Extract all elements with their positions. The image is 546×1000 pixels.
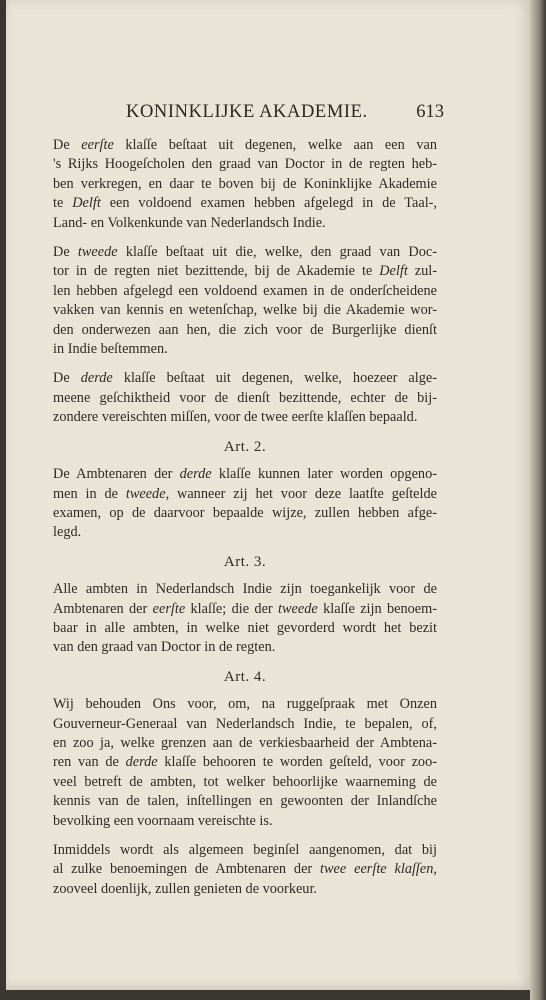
text-line: in Indie beſtemmen. xyxy=(53,341,168,358)
paragraph xyxy=(53,580,437,658)
text-line: De Ambtenaren der derde klaſſe kunnen later worden opgeno- xyxy=(53,466,437,483)
text-line: den onderwezen aan hen, die zich voor de Burgerlijke dienſt xyxy=(53,321,437,338)
text-line: al zulke benoemingen de Ambtenaren der twee eerſte klaſſen, xyxy=(53,861,437,878)
text-line: zondere vereischten miſſen, voor de twee eerſte klaſſen bepaald. xyxy=(53,409,418,426)
text-line: baar in alle ambten, in welke niet gevorderd wordt het bezit xyxy=(53,619,437,636)
paragraph xyxy=(53,243,437,359)
italic-term: eerſte xyxy=(152,600,186,617)
italic-term: Delft xyxy=(72,195,101,212)
paragraph xyxy=(53,136,437,233)
text-line: te Delft een voldoend examen hebben afgelegd in de Taal-, xyxy=(53,195,437,212)
article-heading: Art. 2. xyxy=(223,438,267,455)
italic-term: tweede xyxy=(125,485,166,502)
italic-term: derde xyxy=(80,370,113,387)
text-line: De derde klaſſe beſtaat uit degenen, welke, hoezeer alge- xyxy=(53,370,438,387)
article-heading: Art. 3. xyxy=(223,553,267,570)
text-line: bevolking een voornaam vereischte is. xyxy=(53,812,273,829)
text-line: De eerſte klaſſe beſtaat uit degenen, welke aan een van xyxy=(53,137,437,153)
article-heading: Art. 4. xyxy=(223,668,267,685)
text-line: Wij behouden Ons voor, om, na ruggeſpraak met Onzen xyxy=(53,696,437,713)
text-line: ben verkregen, en daar te boven bij de Koninklijke Akademie xyxy=(53,175,437,192)
text-line: ren van de derde klaſſe behooren te worden geſteld, voor zoo- xyxy=(53,754,437,771)
text-line: len hebben afgelegd een voldoend examen in de onderſcheidene xyxy=(53,282,437,299)
page-header xyxy=(114,102,444,128)
text-line: van den graad van Doctor in de regten. xyxy=(53,639,276,656)
italic-term: tweede xyxy=(278,600,318,617)
text-line: Ambtenaren der eerſte klaſſe; die der tweede klaſſe zijn benoem- xyxy=(53,600,437,617)
italic-term: twee eerſte klaſſen xyxy=(320,861,434,878)
text-line: en zoo ja, welke grenzen aan de verkiesbaarheid der Ambtena- xyxy=(53,734,437,751)
italic-term: derde xyxy=(125,754,158,771)
text-line: De tweede klaſſe beſtaat uit die, welke, den graad van Doc- xyxy=(53,244,437,261)
text-line: tor in de regten niet bezittende, bij de Akademie te Delft zul- xyxy=(53,263,437,280)
text-line: Gouverneur-Generaal van Nederlandsch Indie, te bepalen, of, xyxy=(53,715,437,732)
italic-term: tweede xyxy=(77,244,118,261)
italic-term: eerſte xyxy=(81,137,114,153)
text-line: legd. xyxy=(53,524,82,541)
text-line: veel betreft de ambten, tot welker behoorlijke waarneming de xyxy=(53,773,437,790)
text-line: Land- en Volkenkunde van Nederlandsch Indie. xyxy=(53,214,326,231)
paragraph xyxy=(53,841,437,899)
text-line: vakken van kennis en wetenſchap, welke bij die Akademie wor- xyxy=(53,302,437,319)
page-edge xyxy=(530,0,546,1000)
text-line: Inmiddels wordt als algemeen beginſel aangenomen, dat bij xyxy=(53,842,437,858)
body-text xyxy=(53,136,437,909)
text-line: kennis van de talen, inſtellingen en gewoonten der Inlandſche xyxy=(53,793,437,810)
text-line: examen, op de daarvoor bepaalde wijze, zullen hebben afge- xyxy=(53,504,437,521)
book-page xyxy=(6,0,530,990)
italic-term: derde xyxy=(179,466,212,483)
text-line: Alle ambten in Nederlandsch Indie zijn toegankelijk voor de xyxy=(53,581,437,598)
running-title: KONINKLIJKE AKADEMIE. xyxy=(126,102,368,122)
text-line: zooveel doenlijk, zullen genieten de voorkeur. xyxy=(53,880,318,897)
text-line: 's Rijks Hoogeſcholen den graad van Doctor in de regten heb- xyxy=(53,156,437,173)
text-line: men in de tweede, wanneer zij het voor deze laatſte geſtelde xyxy=(53,485,437,502)
page-number: 613 xyxy=(416,102,444,122)
paragraph xyxy=(53,465,437,543)
paragraph xyxy=(53,695,437,831)
italic-term: Delft xyxy=(379,263,408,280)
paragraph xyxy=(53,369,437,427)
text-line: meene geſchiktheid voor de dienſt bezittende, echter de bij- xyxy=(53,389,437,406)
